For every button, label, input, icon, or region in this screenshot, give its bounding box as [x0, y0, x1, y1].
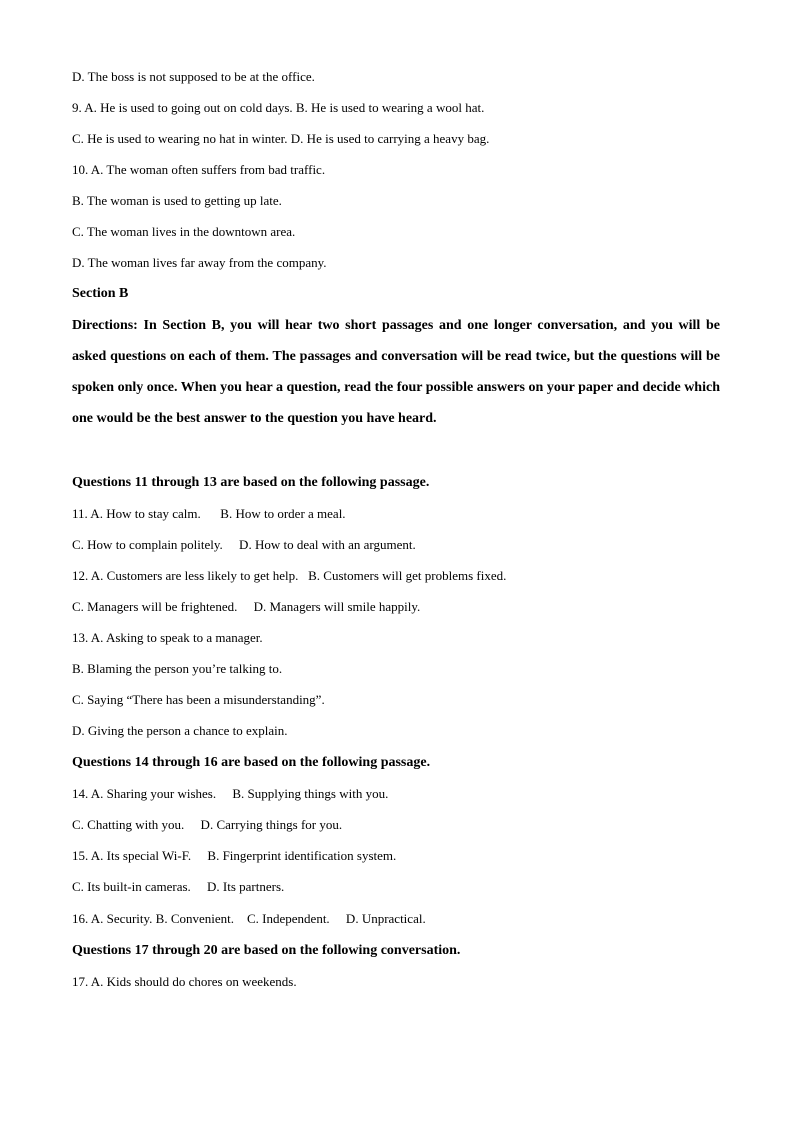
question-line: 15. A. Its special Wi-F. B. Fingerprint identification system. [72, 848, 397, 863]
question-line: 17. A. Kids should do chores on weekends. [72, 974, 297, 989]
question-line: 10. A. The woman often suffers from bad traffic. [72, 162, 326, 177]
answer-option-line: D. The boss is not supposed to be at the office. [72, 69, 315, 84]
question-group-heading: Questions 11 through 13 are based on the following passage. [72, 475, 430, 490]
answer-option-line: C. Its built-in cameras. D. Its partners. [72, 879, 285, 894]
answer-option-line: C. Chatting with you. D. Carrying things for you. [72, 817, 343, 832]
answer-option-line: C. He is used to wearing no hat in winter. D. He is used to carrying a heavy bag. [72, 131, 490, 146]
answer-option-line: D. Giving the person a chance to explain. [72, 723, 288, 738]
answer-option-line: B. Blaming the person you’re talking to. [72, 661, 283, 676]
question-line: 9. A. He is used to going out on cold days. B. He is used to wearing a wool hat. [72, 100, 485, 115]
answer-option-line: C. Saying “There has been a misunderstanding”. [72, 692, 325, 707]
question-line: 12. A. Customers are less likely to get help. B. Customers will get problems fixed. [72, 568, 507, 583]
question-line: 13. A. Asking to speak to a manager. [72, 630, 263, 645]
answer-option-line: C. The woman lives in the downtown area. [72, 224, 296, 239]
section-directions: Directions: In Section B, you will hear two short passages and one longer conversation, and you will be asked questions on each of them. The passages and conversation will be read twice, but the questions will be spoken only once. When you hear a question, read the four possible answers on your paper and decide which one would be the best answer to the question you have heard. [72, 318, 720, 426]
answer-option-line: D. The woman lives far away from the company. [72, 255, 327, 270]
question-line: 11. A. How to stay calm. B. How to order a meal. [72, 506, 346, 521]
answer-option-line: B. The woman is used to getting up late. [72, 193, 282, 208]
question-line: 14. A. Sharing your wishes. B. Supplying things with you. [72, 786, 389, 801]
question-line: 16. A. Security. B. Convenient. C. Independent. D. Unpractical. [72, 911, 426, 926]
answer-option-line: C. Managers will be frightened. D. Managers will smile happily. [72, 599, 421, 614]
answer-option-line: C. How to complain politely. D. How to deal with an argument. [72, 537, 416, 552]
question-group-heading: Questions 17 through 20 are based on the following conversation. [72, 943, 461, 958]
question-group-heading: Questions 14 through 16 are based on the following passage. [72, 755, 431, 770]
section-heading: Section B [72, 286, 129, 301]
